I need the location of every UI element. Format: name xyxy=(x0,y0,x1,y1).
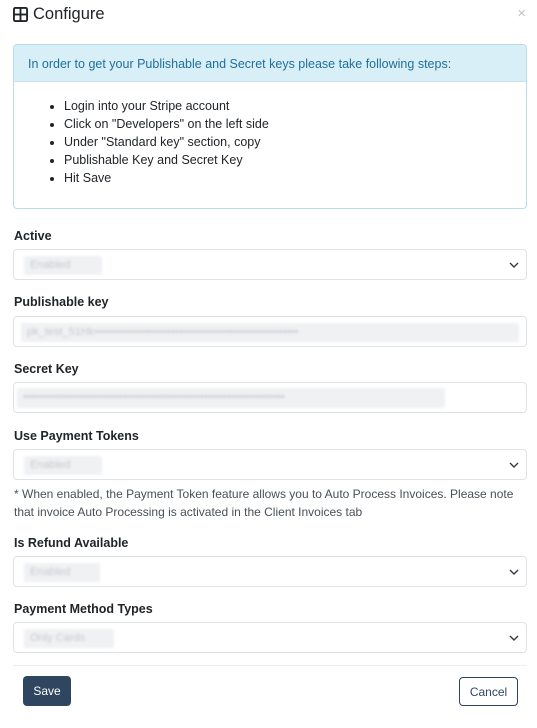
refund-available-select[interactable] xyxy=(13,556,527,587)
cancel-button[interactable]: Cancel xyxy=(459,677,518,706)
active-select[interactable] xyxy=(13,249,527,280)
footer-divider xyxy=(13,665,527,666)
save-button[interactable]: Save xyxy=(23,676,71,706)
publishable-key-label: Publishable key xyxy=(14,295,109,309)
close-icon[interactable]: × xyxy=(517,5,526,22)
list-item: • Under "Standard key" section, copy xyxy=(64,133,526,151)
refund-available-value: Enabled xyxy=(24,563,100,582)
chevron-down-icon xyxy=(509,260,519,270)
secret-key-label: Secret Key xyxy=(14,362,79,376)
list-item: • Hit Save xyxy=(64,169,526,187)
chevron-down-icon xyxy=(509,460,519,470)
dialog-title: Configure xyxy=(33,5,105,23)
list-item: • Login into your Stripe account xyxy=(64,97,526,115)
info-alert xyxy=(13,44,527,209)
secret-key-value: •••••••••••••••••••••••••••••••••••••••••••••••••••••••••••••••••••• xyxy=(17,388,445,408)
active-value: Enabled xyxy=(24,256,102,275)
info-heading: In order to get your Publishable and Secret keys please take following steps: xyxy=(14,45,526,82)
secret-key-input[interactable] xyxy=(13,382,527,413)
use-payment-tokens-label: Use Payment Tokens xyxy=(14,429,139,443)
steps-list xyxy=(14,82,526,187)
payment-method-types-select[interactable] xyxy=(13,622,527,653)
payment-method-types-label: Payment Method Types xyxy=(14,602,153,616)
refund-available-label: Is Refund Available xyxy=(14,536,129,550)
chevron-down-icon xyxy=(509,567,519,577)
payment-method-types-value: Only Cards xyxy=(24,629,114,648)
active-label: Active xyxy=(14,229,52,243)
use-payment-tokens-select[interactable] xyxy=(13,449,527,480)
use-payment-tokens-value: Enabled xyxy=(24,456,102,475)
publishable-key-value: pk_test_51Hk••••••••••••••••••••••••••••••••••••••••••••••••••••• xyxy=(21,323,519,342)
publishable-key-input[interactable] xyxy=(13,316,527,347)
dialog-title-wrap xyxy=(13,5,105,24)
list-item: • Click on "Developers" on the left side xyxy=(64,115,526,133)
list-item: • Publishable Key and Secret Key xyxy=(64,151,526,169)
payment-tokens-note: * When enabled, the Payment Token feature allows you to Auto Process Invoices. Please note that invoice Auto Processing is activated in the Client Invoices tab xyxy=(14,487,514,519)
dialog-header xyxy=(0,0,537,32)
grid-icon xyxy=(13,7,28,22)
chevron-down-icon xyxy=(509,633,519,643)
